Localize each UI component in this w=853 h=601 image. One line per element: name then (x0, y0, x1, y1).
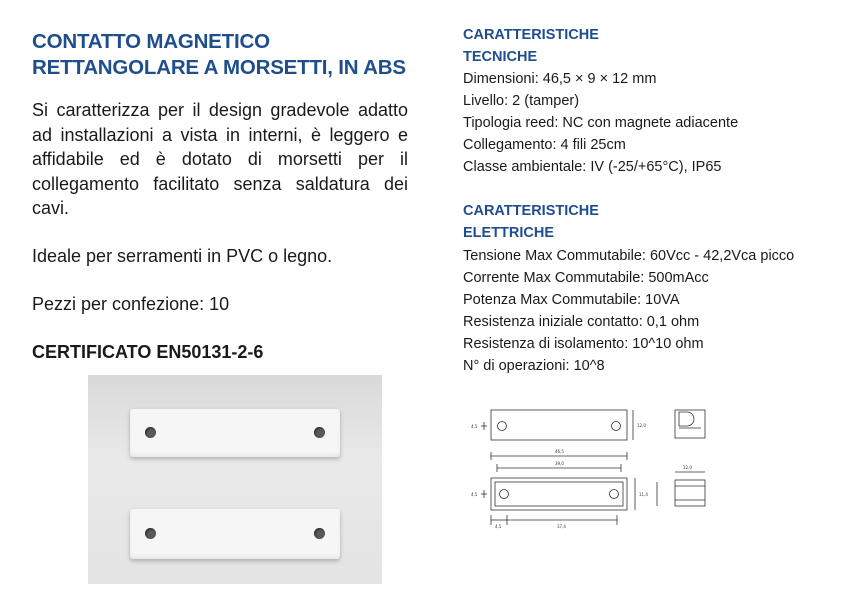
technical-specs-list (463, 68, 738, 178)
product-description: Si caratterizza per il design gradevole adatto ad installazioni a vista in interni, è leggero e affidabile ed è dotato di morsetti per il collegamento facilitato senza saldatura dei cavi. (32, 100, 408, 218)
screw-hole (145, 528, 156, 539)
drawing-hole (498, 422, 507, 431)
ideal-for-text: Ideale per serramenti in PVC o legno. (32, 246, 333, 266)
spec-item: Tensione Max Commutabile: 60Vcc - 42,2Vca picco (463, 248, 795, 264)
dim-label: 4,5 (495, 524, 502, 529)
spec-item: Resistenza iniziale contatto: 0,1 ohm (463, 314, 700, 330)
title-line-1: CONTATTO MAGNETICO (32, 30, 270, 53)
spec-item: Potenza Max Commutabile: 10VA (463, 292, 680, 308)
dim-label: 4,5 (471, 492, 478, 497)
drawing-hole (500, 490, 509, 499)
product-photo (88, 375, 382, 584)
dim-label: 39,0 (555, 461, 564, 466)
screw-hole (314, 528, 325, 539)
spec-item: Corrente Max Commutabile: 500mAcc (463, 270, 709, 286)
drawing-side-view-top (675, 410, 705, 438)
certificate-label: CERTIFICATO EN50131-2-6 (32, 342, 264, 362)
dim-label: 4,5 (471, 424, 478, 429)
screw-hole (145, 427, 156, 438)
spec-item: Resistenza di isolamento: 10^10 ohm (463, 336, 704, 352)
drawing-hole (612, 422, 621, 431)
sensor-body-top (130, 409, 340, 457)
title-line-2: RETTANGOLARE A MORSETTI, IN ABS (32, 56, 406, 79)
electrical-heading (463, 200, 599, 244)
dim-label: 12,0 (683, 465, 692, 470)
electrical-heading-line-2: ELETTRICHE (463, 225, 555, 241)
technical-heading-line-1: CARATTERISTICHE (463, 27, 599, 43)
dim-label: 11,4 (639, 492, 648, 497)
screw-hole (314, 427, 325, 438)
drawing-side-profile (675, 480, 705, 506)
technical-heading (463, 24, 599, 68)
spec-item: Classe ambientale: IV (-25/+65°C), IP65 (463, 159, 722, 175)
technical-drawing (467, 400, 717, 530)
spec-item: N° di operazioni: 10^8 (463, 358, 605, 374)
pieces-per-pack: Pezzi per confezione: 10 (32, 294, 230, 314)
spec-item: Livello: 2 (tamper) (463, 93, 580, 109)
spec-item: Collegamento: 4 fili 25cm (463, 137, 626, 153)
dim-label: 12,0 (637, 423, 646, 428)
dim-label: 37,4 (557, 524, 566, 529)
spec-item: Tipologia reed: NC con magnete adiacente (463, 115, 739, 131)
spec-item: Dimensioni: 46,5 × 9 × 12 mm (463, 71, 657, 87)
dim-label: 46,5 (555, 449, 564, 454)
electrical-specs-list (463, 245, 794, 377)
drawing-sensor-bottom-view (491, 478, 627, 510)
drawing-hole (610, 490, 619, 499)
product-title (32, 29, 432, 81)
technical-heading-line-2: TECNICHE (463, 49, 538, 65)
electrical-heading-line-1: CARATTERISTICHE (463, 203, 599, 219)
drawing-sensor-top-view (491, 410, 627, 440)
magnet-body-bottom (130, 509, 340, 559)
